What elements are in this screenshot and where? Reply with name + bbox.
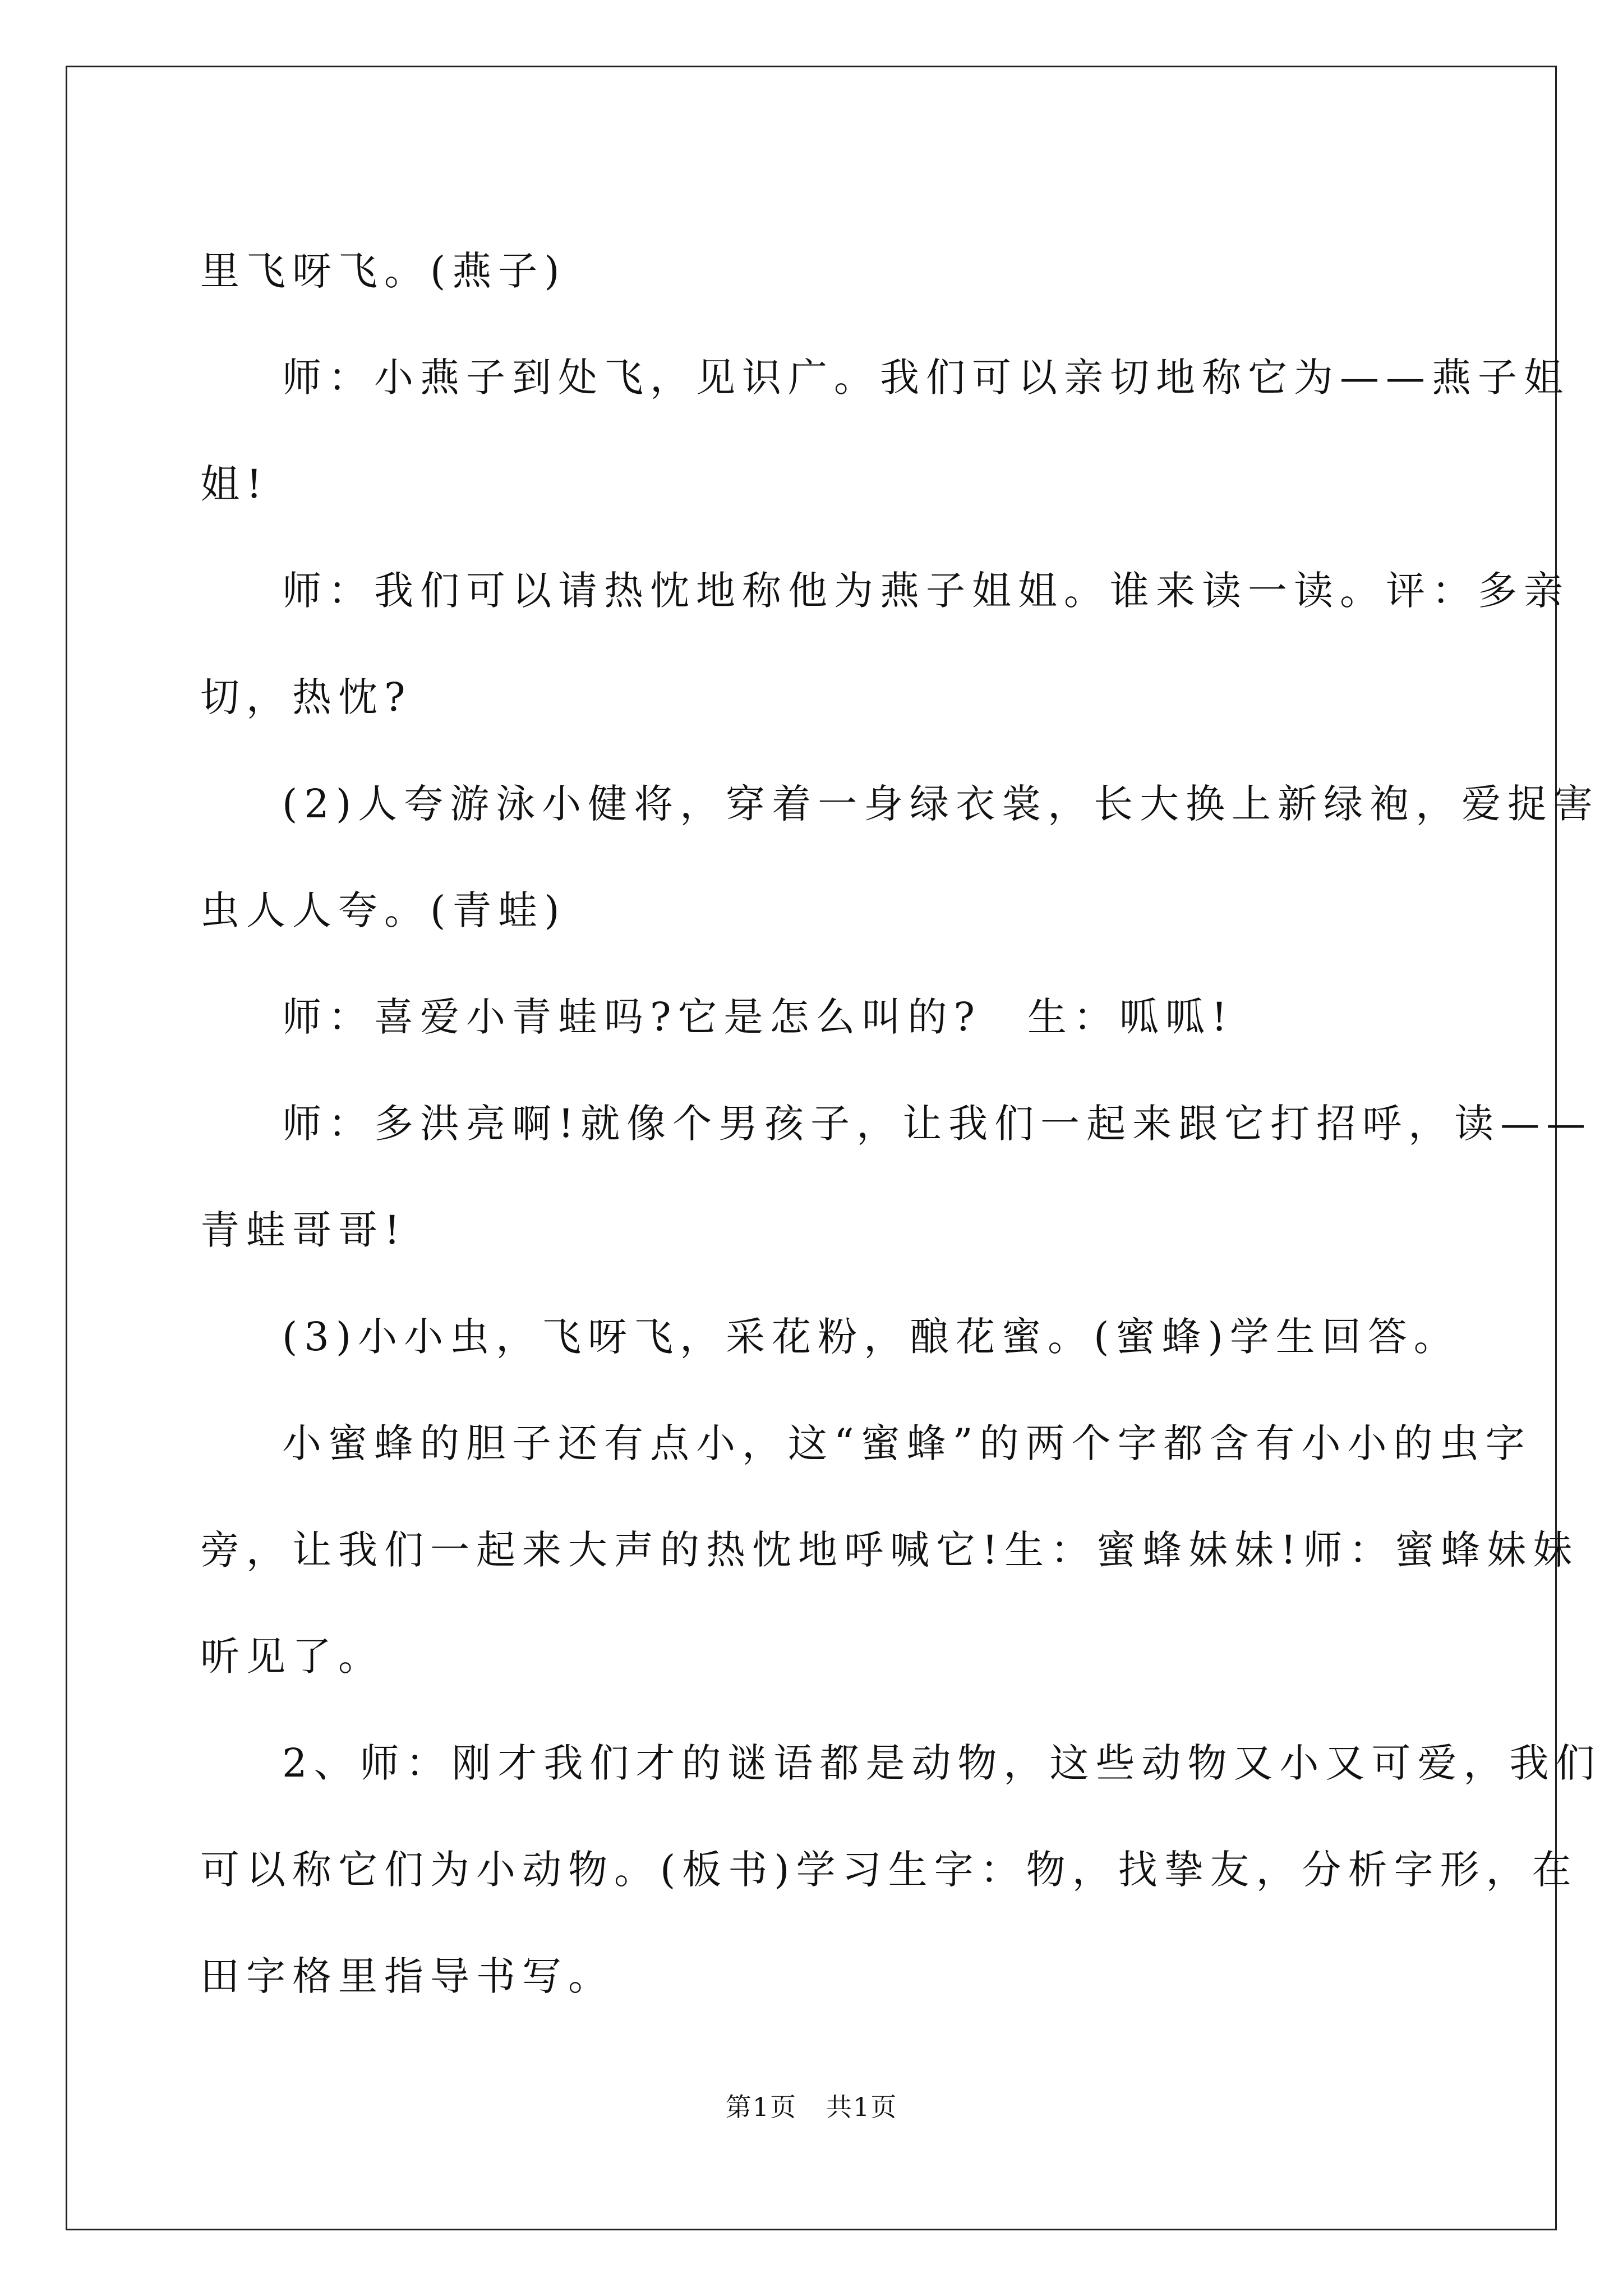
text-line: 旁，让我们一起来大声的热忱地呼喊它!生：蜜蜂妹妹!师：蜜蜂妹妹 [200, 1527, 1579, 1573]
text-line: 虫人人夸。(青蛙) [200, 887, 566, 933]
paragraph [200, 1283, 1460, 1390]
text-line: (2)人夸游泳小健将，穿着一身绿衣裳，长大换上新绿袍，爱捉害 [282, 781, 1600, 827]
text-line: 小蜜蜂的胆子还有点小，这“蜜蜂”的两个字都含有小小的虫字 [282, 1420, 1532, 1466]
paragraph [200, 751, 1600, 964]
paragraph [200, 537, 1570, 751]
text-line: 2、师：刚才我们才的谜语都是动物，这些动物又小又可爱，我们 [282, 1740, 1602, 1786]
paragraph [200, 218, 1428, 324]
text-line: 青蛙哥哥! [200, 1207, 407, 1253]
page-footer [0, 2087, 1623, 2124]
text-line: 田字格里指导书写。 [200, 1953, 614, 1999]
document-body [200, 218, 1602, 2030]
page-number-current: 第1页 [725, 2092, 797, 2122]
text-line: (3)小小虫，飞呀飞，采花粉，酿花蜜。(蜜蜂)学生回答。 [282, 1314, 1460, 1360]
paragraph [200, 1070, 1593, 1283]
text-line: 听见了。 [200, 1634, 384, 1680]
text-line: 师：小燕子到处飞，见识广。我们可以亲切地称它为——燕子姐 [282, 355, 1570, 401]
page-number-total: 共1页 [826, 2092, 898, 2122]
text-line: 师：我们可以请热忱地称他为燕子姐姐。谁来读一读。评：多亲 [282, 568, 1570, 614]
text-line: 师：喜爱小青蛙吗?它是怎么叫的? 生：呱呱! [282, 994, 1234, 1040]
text-line: 可以称它们为小动物。(板书)学习生字：物，找挚友，分析字形，在 [200, 1847, 1578, 1893]
paragraph [200, 1710, 1602, 2030]
text-line: 姐! [200, 461, 269, 507]
text-line: 里飞呀飞。(燕子) [200, 248, 566, 294]
text-line: 师：多洪亮啊!就像个男孩子，让我们一起来跟它打招呼，读—— [282, 1101, 1593, 1147]
paragraph [200, 1390, 1579, 1710]
paragraph [200, 964, 1428, 1070]
paragraph [200, 324, 1570, 537]
text-line: 切，热忱? [200, 674, 412, 720]
